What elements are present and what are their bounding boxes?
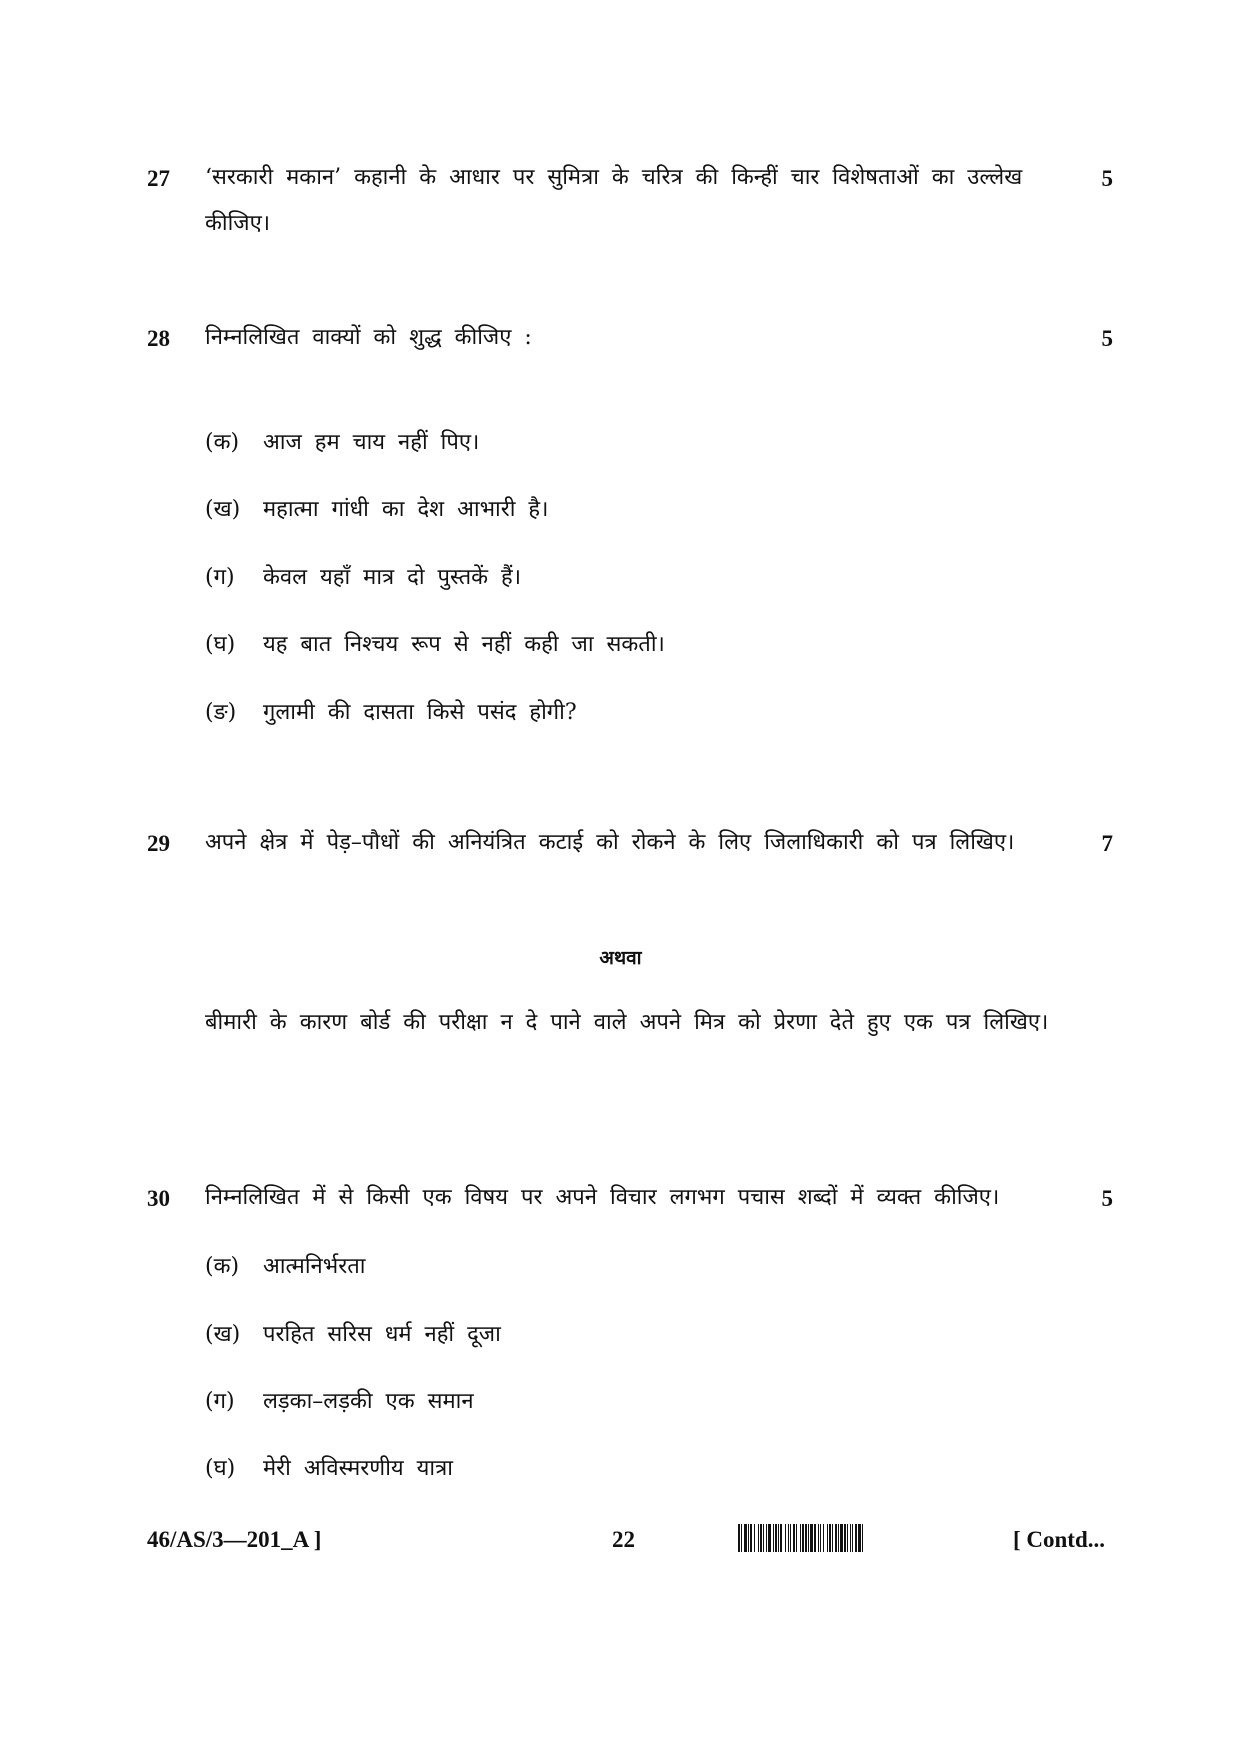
option-text: परहित सरिस धर्म नहीं दूजा xyxy=(263,1322,501,1347)
question-marks: 5 xyxy=(1101,1186,1113,1211)
question-marks: 7 xyxy=(1101,831,1113,856)
barcode-image xyxy=(738,1524,1000,1552)
option-label: (ग) xyxy=(205,1389,235,1414)
alternative-text: बीमारी के कारण बोर्ड की परीक्षा न दे पाने वाले अपने मित्र को प्रेरणा देते हुए एक पत्र लिखिए। xyxy=(205,1010,1049,1035)
option-text: लड़का–लड़की एक समान xyxy=(263,1389,474,1414)
contd-label: [ Contd... xyxy=(1013,1527,1106,1552)
question-text: ‘सरकारी मकान’ कहानी के आधार पर सुमित्रा के चरित्र की किन्हीं चार विशेषताओं का उल्लेख कीजिए। xyxy=(205,165,1023,236)
paper-code: 46/AS/3—201_A ] xyxy=(147,1527,322,1552)
question-text: निम्नलिखित वाक्यों को शुद्ध कीजिए : xyxy=(205,325,532,350)
question-number: 30 xyxy=(147,1186,170,1211)
option-text: मेरी अविस्मरणीय यात्रा xyxy=(263,1456,453,1481)
option-gha xyxy=(205,628,665,658)
option-label: (ख) xyxy=(205,1322,241,1347)
question-number: 28 xyxy=(147,326,170,351)
option-label: (ख) xyxy=(205,497,241,522)
option-label: (क) xyxy=(205,430,240,455)
option-label: (ग) xyxy=(205,565,235,590)
option-text: केवल यहाँ मात्र दो पुस्तकें हैं। xyxy=(263,565,522,590)
option-gha xyxy=(205,1452,453,1482)
option-nga xyxy=(205,696,577,726)
option-ka xyxy=(205,426,479,456)
option-ka xyxy=(205,1250,365,1280)
question-marks: 5 xyxy=(1101,326,1113,351)
option-kha xyxy=(205,493,548,523)
question-text: निम्नलिखित में से किसी एक विषय पर अपने विचार लगभग पचास शब्दों में व्यक्त कीजिए। xyxy=(205,1185,1000,1210)
or-label: अथवा xyxy=(599,947,642,969)
option-label: (ङ) xyxy=(205,700,237,725)
option-text: आत्मनिर्भरता xyxy=(263,1254,366,1279)
barcode-stripe xyxy=(863,1524,865,1552)
option-ga xyxy=(205,1385,474,1415)
option-text: आज हम चाय नहीं पिए। xyxy=(263,430,480,455)
option-text: यह बात निश्चय रूप से नहीं कही जा सकती। xyxy=(263,632,665,657)
option-ga xyxy=(205,561,521,591)
page-number: 22 xyxy=(612,1527,635,1552)
option-kha xyxy=(205,1318,501,1348)
option-text: महात्मा गांधी का देश आभारी है। xyxy=(263,497,549,522)
question-marks: 5 xyxy=(1101,166,1113,191)
question-number: 29 xyxy=(147,831,170,856)
question-text: अपने क्षेत्र में पेड़–पौधों की अनियंत्रित कटाई को रोकने के लिए जिलाधिकारी को पत्र लिखिए। xyxy=(205,830,1015,855)
option-label: (क) xyxy=(205,1254,240,1279)
option-label: (घ) xyxy=(205,1456,236,1481)
option-text: गुलामी की दासता किसे पसंद होगी? xyxy=(263,700,577,725)
option-label: (घ) xyxy=(205,632,236,657)
question-number: 27 xyxy=(147,166,170,191)
